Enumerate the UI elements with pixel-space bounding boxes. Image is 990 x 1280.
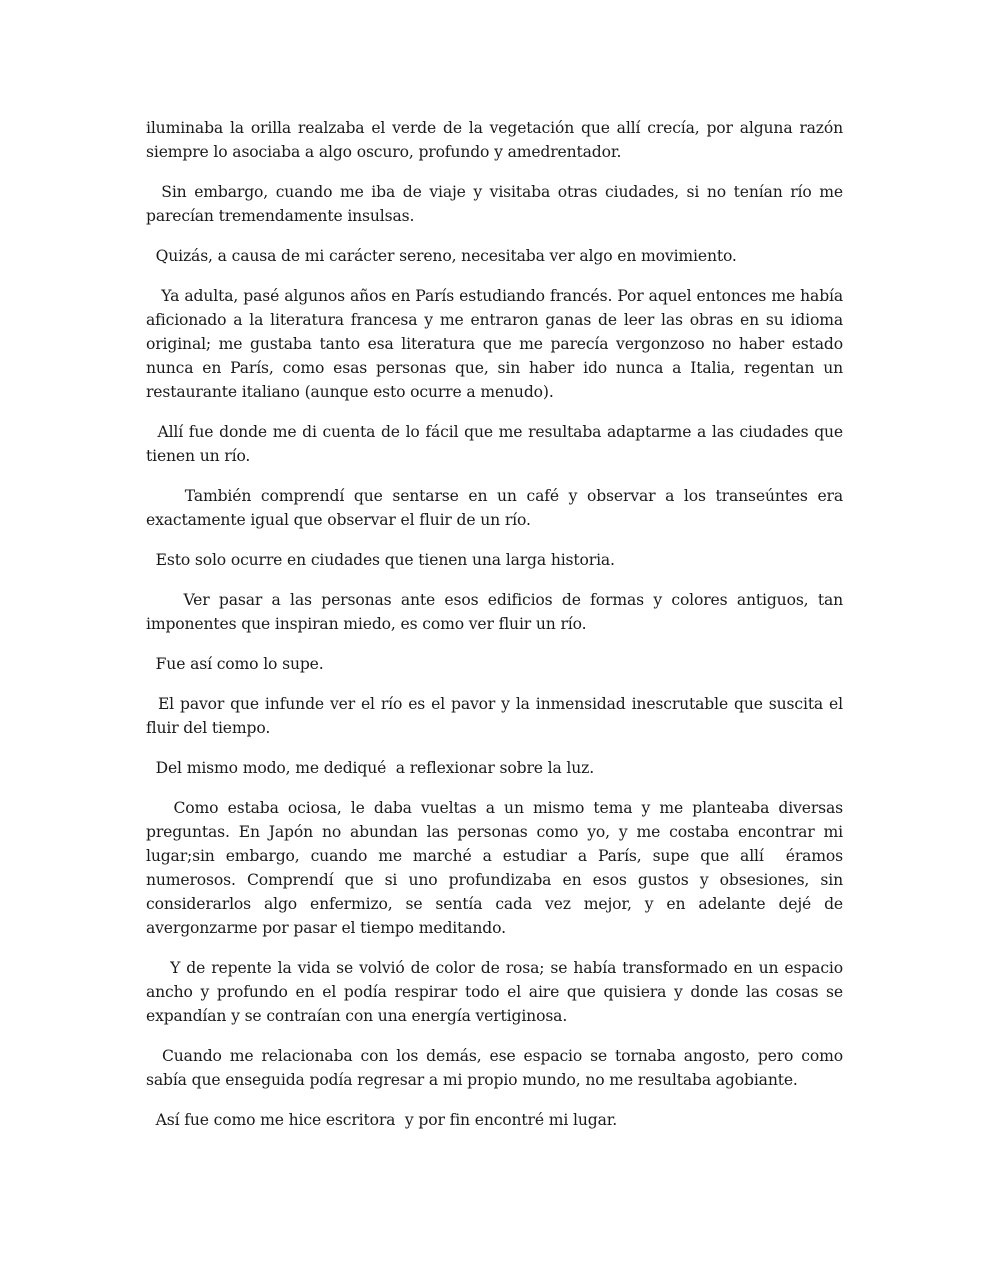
paragraph-9: Fue así como lo supe. xyxy=(146,655,324,673)
paragraph-3: Quizás, a causa de mi carácter sereno, necesitaba ver algo en movimiento. xyxy=(146,247,737,265)
paragraph-13: Y de repente la vida se volvió de color de rosa; se había transformado en un espacio ancho y profundo en el podía respirar todo el aire que quisiera y donde las cosas se expandían y se contraían con una energía vertiginosa. xyxy=(146,959,848,1025)
paragraph-15: Así fue como me hice escritora y por fin encontré mi lugar. xyxy=(146,1111,618,1129)
document-page xyxy=(146,116,848,1148)
paragraph-2: Sin embargo, cuando me iba de viaje y visitaba otras ciudades, si no tenían río me parecían tremendamente insulsas. xyxy=(146,183,848,225)
paragraph-6: También comprendí que sentarse en un café y observar a los transeúntes era exactamente igual que observar el fluir de un río. xyxy=(146,487,848,529)
paragraph-14: Cuando me relacionaba con los demás, ese espacio se tornaba angosto, pero como sabía que enseguida podía regresar a mi propio mundo, no me resultaba agobiante. xyxy=(146,1047,848,1089)
paragraph-8: Ver pasar a las personas ante esos edificios de formas y colores antiguos, tan imponentes que inspiran miedo, es como ver fluir un río. xyxy=(146,591,848,633)
paragraph-12: Como estaba ociosa, le daba vueltas a un mismo tema y me planteaba diversas preguntas. En Japón no abundan las personas como yo, y me costaba encontrar mi lugar;sin embargo, cuando me marché a estudiar a París, supe que allí éramos numerosos. Comprendí que si uno profundizaba en esos gustos y obsesiones, sin considerarlos algo enfermizo, se sentía cada vez mejor, y en adelante dejé de avergonzarme por pasar el tiempo meditando. xyxy=(146,799,848,937)
paragraph-10: El pavor que infunde ver el río es el pavor y la inmensidad inescrutable que suscita el fluir del tiempo. xyxy=(146,695,848,737)
paragraph-4: Ya adulta, pasé algunos años en París estudiando francés. Por aquel entonces me había aficionado a la literatura francesa y me entraron ganas de leer las obras en su idioma original; me gustaba tanto esa literatura que me parecía vergonzoso no haber estado nunca en París, como esas personas que, sin haber ido nunca a Italia, regentan un restaurante italiano (aunque esto ocurre a menudo). xyxy=(146,287,848,401)
paragraph-7: Esto solo ocurre en ciudades que tienen una larga historia. xyxy=(146,551,615,569)
paragraph-11: Del mismo modo, me dediqué a reflexionar sobre la luz. xyxy=(146,759,595,777)
paragraph-5: Allí fue donde me di cuenta de lo fácil que me resultaba adaptarme a las ciudades que tienen un río. xyxy=(146,423,848,465)
paragraph-1: iluminaba la orilla realzaba el verde de la vegetación que allí crecía, por alguna razón siempre lo asociaba a algo oscuro, profundo y amedrentador. xyxy=(146,119,848,161)
